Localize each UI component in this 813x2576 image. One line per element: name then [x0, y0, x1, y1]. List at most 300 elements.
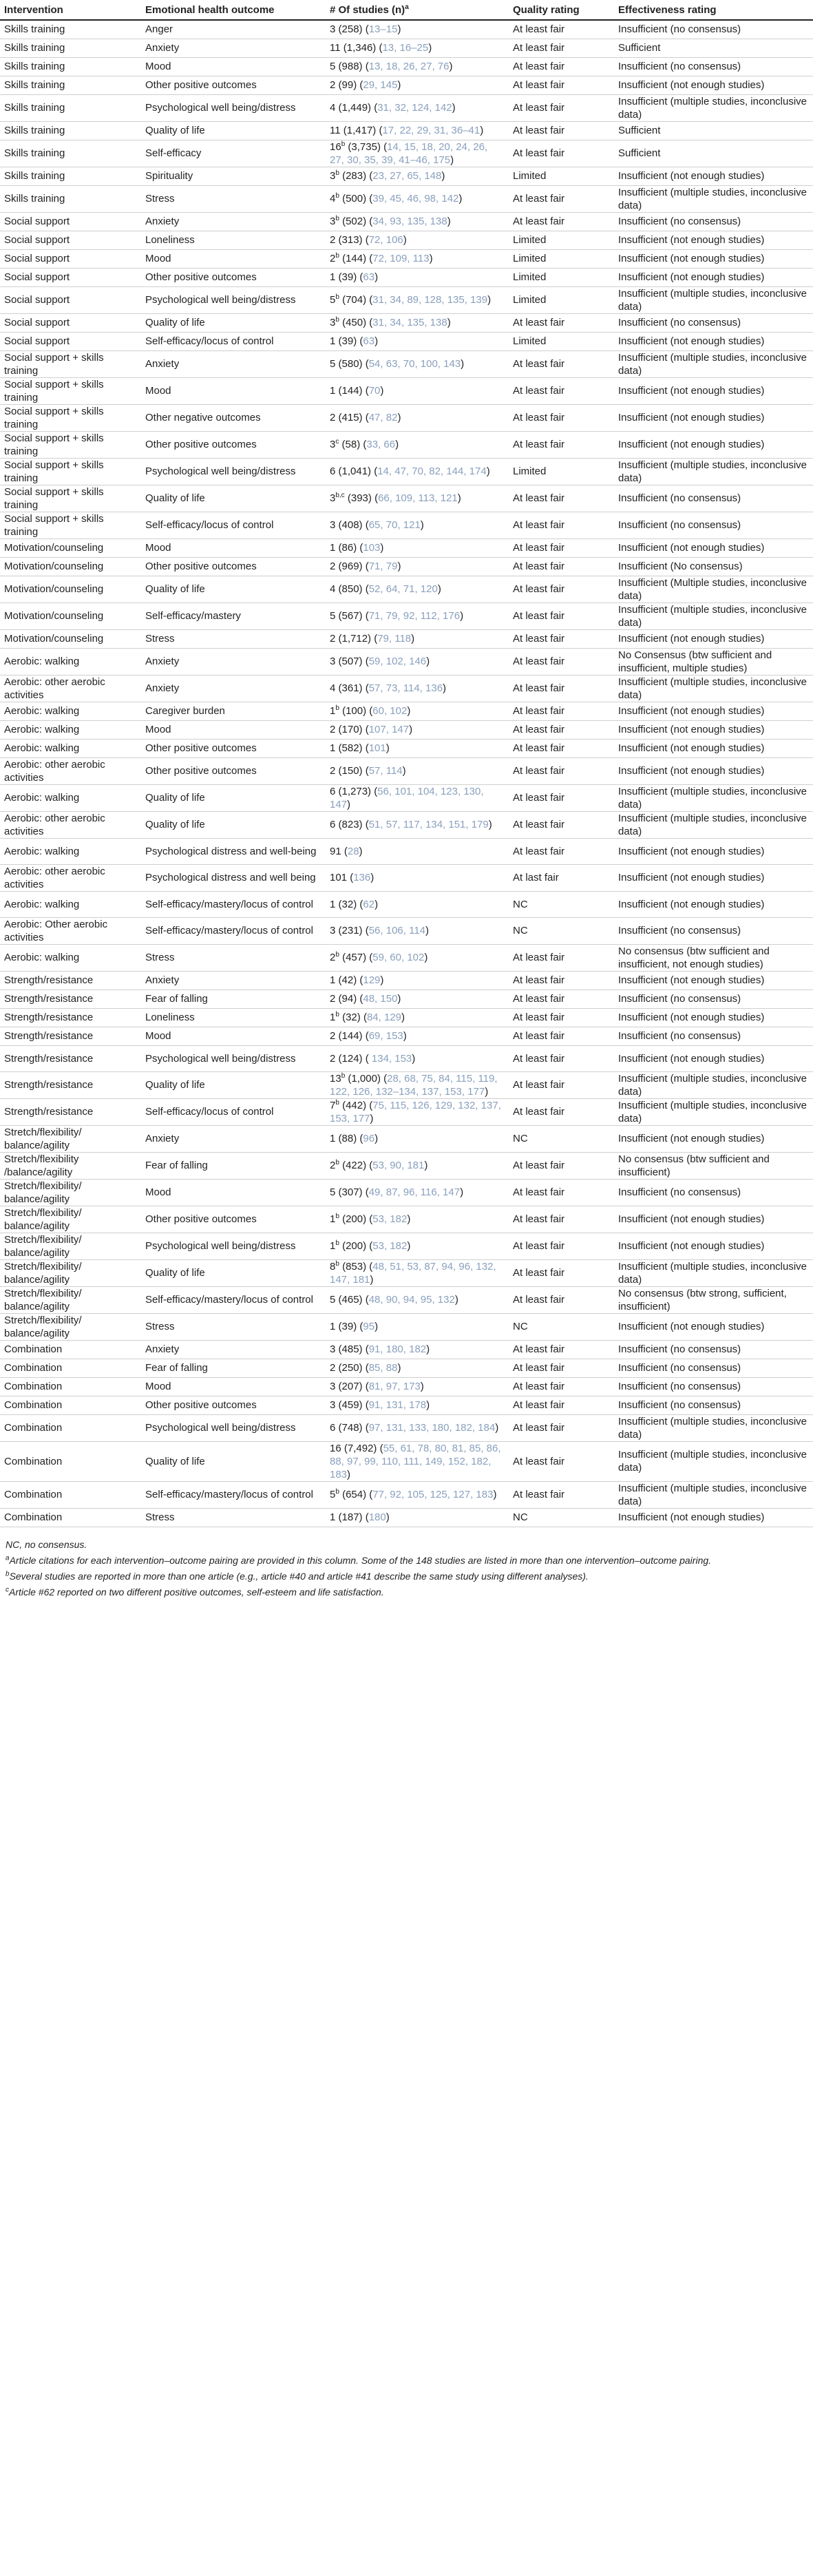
- studies-cell: 6 (748) (97, 131, 133, 180, 182, 184): [326, 1414, 509, 1441]
- quality-cell: At least fair: [509, 1206, 614, 1233]
- study-count: 13: [330, 1072, 341, 1085]
- studies-cell: 1$^b$ (32) (84, 129): [326, 1008, 509, 1027]
- outcome-cell: Self-efficacy/locus of control: [141, 332, 326, 350]
- citation-links[interactable]: 17, 22, 29, 31, 36–41: [382, 125, 481, 136]
- studies-cell: 2 (94) (48, 150): [326, 989, 509, 1008]
- participant-count: (307): [338, 1186, 363, 1198]
- citation-links[interactable]: 62: [363, 898, 375, 910]
- table-row: [0, 1152, 813, 1179]
- table-row: [0, 1396, 813, 1414]
- citation-links[interactable]: 95: [363, 1321, 375, 1332]
- study-count: 1: [330, 1511, 336, 1523]
- intervention-cell: Motivation/counseling: [0, 576, 141, 603]
- citation-links[interactable]: 52, 64, 71, 120: [368, 583, 438, 595]
- study-count: 2: [330, 993, 336, 1005]
- quality-cell: At least fair: [509, 512, 614, 538]
- quality-cell: At least fair: [509, 485, 614, 512]
- citation-links[interactable]: 56, 106, 114: [368, 925, 426, 936]
- intervention-cell: Social support + skills training: [0, 377, 141, 404]
- study-count: 5: [330, 610, 336, 622]
- outcome-cell: Other positive outcomes: [141, 757, 326, 784]
- citation-links[interactable]: 14, 15, 18, 20, 24, 26, 27, 30, 35, 39, 41–46, 175: [330, 140, 488, 166]
- citation-links[interactable]: 84, 129: [366, 1012, 401, 1023]
- effectiveness-cell: Insufficient (multiple studies, inconclusive data): [614, 1414, 813, 1441]
- citation-links[interactable]: 69, 153: [368, 1030, 403, 1042]
- effectiveness-cell: Insufficient (multiple studies, inconclusive data): [614, 458, 813, 485]
- citation-links[interactable]: 180: [368, 1511, 386, 1523]
- citation-links[interactable]: 31, 34, 89, 128, 135, 139: [372, 294, 488, 306]
- study-count: 5: [330, 61, 336, 72]
- quality-cell: At least fair: [509, 1340, 614, 1359]
- study-count: 2: [330, 952, 336, 963]
- citation-links[interactable]: 13–15: [368, 23, 398, 36]
- citation-links[interactable]: 65, 70, 121: [368, 519, 421, 531]
- citation-links[interactable]: 77, 92, 105, 125, 127, 183: [372, 1489, 494, 1500]
- intervention-cell: Strength/resistance: [0, 1098, 141, 1125]
- intervention-cell: Stretch/flexibility/ balance/agility: [0, 1286, 141, 1313]
- citation-links[interactable]: 29, 145: [363, 79, 398, 91]
- studies-cell: 13$^b$ (1,000) (28, 68, 75, 84, 115, 119, 122, 126, 132–134, 137, 153, 177): [326, 1071, 509, 1098]
- study-count: 5: [330, 1294, 336, 1306]
- effectiveness-cell: Insufficient (not enough studies): [614, 864, 813, 891]
- footnote: [6, 1584, 807, 1600]
- studies-cell: 1 (39) (63): [326, 332, 509, 350]
- participant-count: (485): [338, 1343, 363, 1355]
- participant-count: (124): [338, 1052, 363, 1065]
- studies-cell: 1 (86) (103): [326, 538, 509, 557]
- outcome-cell: Mood: [141, 57, 326, 76]
- citation-links[interactable]: 60, 102: [372, 705, 408, 717]
- citation-links[interactable]: 107, 147: [368, 724, 410, 735]
- participant-count: (200): [342, 1213, 367, 1225]
- intervention-cell: Combination: [0, 1340, 141, 1359]
- footnote-mark: b: [6, 1569, 10, 1578]
- study-count: 3: [330, 317, 336, 328]
- studies-cell: 2$^b$ (457) (59, 60, 102): [326, 944, 509, 971]
- citation-links[interactable]: 103: [363, 542, 381, 554]
- intervention-cell: Social support + skills training: [0, 458, 141, 485]
- outcome-cell: Anxiety: [141, 212, 326, 231]
- header-studies-sup: a: [405, 3, 409, 11]
- intervention-cell: Social support + skills training: [0, 350, 141, 377]
- table-row: [0, 1377, 813, 1396]
- citation-links[interactable]: 63: [363, 271, 375, 283]
- studies-cell: 4 (850) (52, 64, 71, 120): [326, 576, 509, 603]
- study-count: 1: [330, 1133, 336, 1144]
- citation-links[interactable]: 136: [353, 872, 371, 883]
- citation-links[interactable]: 28: [347, 845, 359, 857]
- table-row: [0, 57, 813, 76]
- study-count: 3: [330, 656, 336, 667]
- table-row: [0, 1286, 813, 1313]
- study-count: 2: [330, 79, 336, 91]
- table-row: [0, 485, 813, 512]
- intervention-cell: Aerobic: walking: [0, 720, 141, 739]
- effectiveness-cell: Insufficient (multiple studies, inconclusive data): [614, 811, 813, 838]
- study-footnote-mark: b: [335, 252, 339, 260]
- participant-count: (207): [338, 1381, 363, 1392]
- table-row: [0, 720, 813, 739]
- intervention-cell: Strength/resistance: [0, 1045, 141, 1071]
- citation-links[interactable]: 48, 150: [363, 993, 398, 1005]
- study-footnote-mark: b: [335, 169, 339, 177]
- participant-count: (580): [338, 358, 363, 370]
- outcome-cell: Psychological well being/distress: [141, 94, 326, 121]
- outcome-cell: Fear of falling: [141, 989, 326, 1008]
- participant-count: (88): [338, 1133, 357, 1144]
- intervention-cell: Stretch/flexibility/ balance/agility: [0, 1206, 141, 1233]
- outcome-cell: Other positive outcomes: [141, 739, 326, 757]
- participant-count: (313): [338, 234, 363, 246]
- intervention-cell: Aerobic: walking: [0, 784, 141, 811]
- citation-links[interactable]: 56, 101, 104, 123, 130, 147: [330, 785, 484, 810]
- participant-count: (823): [338, 819, 363, 830]
- studies-cell: 16$^b$ (3,735) (14, 15, 18, 20, 24, 26, 27, 30, 35, 39, 41–46, 175): [326, 140, 509, 167]
- effectiveness-cell: Insufficient (not enough studies): [614, 757, 813, 784]
- intervention-cell: Stretch/flexibility /balance/agility: [0, 1152, 141, 1179]
- effectiveness-cell: Sufficient: [614, 140, 813, 167]
- outcome-cell: Self-efficacy: [141, 140, 326, 167]
- participant-count: (86): [338, 542, 357, 554]
- studies-cell: 5$^b$ (654) (77, 92, 105, 125, 127, 183): [326, 1481, 509, 1508]
- outcome-cell: Stress: [141, 185, 326, 212]
- citation-links[interactable]: 33, 66: [366, 439, 396, 450]
- intervention-cell: Combination: [0, 1377, 141, 1396]
- study-footnote-mark: b: [335, 192, 339, 200]
- outcome-cell: Anxiety: [141, 1125, 326, 1152]
- citation-links[interactable]: 72, 109, 113: [372, 253, 430, 264]
- study-count: 3: [330, 519, 336, 531]
- participant-count: (39): [338, 335, 357, 347]
- effectiveness-cell: Insufficient (not enough studies): [614, 404, 813, 431]
- table-row: [0, 20, 813, 39]
- studies-cell: 11 (1,417) (17, 22, 29, 31, 36–41): [326, 121, 509, 140]
- outcome-cell: Quality of life: [141, 1259, 326, 1286]
- study-count: 1: [330, 385, 336, 397]
- citation-links[interactable]: 71, 79: [368, 561, 398, 572]
- intervention-cell: Aerobic: Other aerobic activities: [0, 917, 141, 944]
- participant-count: (969): [338, 561, 363, 572]
- effectiveness-cell: Insufficient (not enough studies): [614, 1206, 813, 1233]
- participant-count: (42): [338, 974, 357, 986]
- citation-links[interactable]: 31, 32, 124, 142: [377, 102, 452, 114]
- effectiveness-cell: Insufficient (no consensus): [614, 1359, 813, 1377]
- citation-links[interactable]: 48, 90, 94, 95, 132: [368, 1294, 455, 1306]
- citation-links[interactable]: 23, 27, 65, 148: [372, 170, 442, 182]
- study-count: 3: [330, 1343, 336, 1355]
- quality-cell: Limited: [509, 249, 614, 268]
- study-count: 3: [330, 439, 336, 450]
- outcome-cell: Anxiety: [141, 971, 326, 989]
- outcome-cell: Self-efficacy/mastery: [141, 603, 326, 629]
- citation-links[interactable]: 14, 47, 70, 82, 144, 174: [377, 465, 487, 477]
- citation-links[interactable]: 53, 182: [372, 1213, 408, 1225]
- table-row: [0, 1414, 813, 1441]
- footnote: [6, 1553, 807, 1569]
- participant-count: (1,000): [348, 1072, 381, 1085]
- table-row: [0, 332, 813, 350]
- study-count: 3: [330, 23, 336, 36]
- citation-links[interactable]: 49, 87, 96, 116, 147: [368, 1186, 461, 1198]
- citation-links[interactable]: 57, 73, 114, 136: [368, 682, 443, 694]
- intervention-cell: Stretch/flexibility/ balance/agility: [0, 1259, 141, 1286]
- citation-links[interactable]: 47, 82: [368, 412, 398, 423]
- citation-links[interactable]: 48, 51, 53, 87, 94, 96, 132, 147, 181: [330, 1260, 496, 1286]
- outcome-cell: Quality of life: [141, 1441, 326, 1481]
- citation-links[interactable]: 39, 45, 46, 98, 142: [372, 193, 459, 205]
- study-count: 2: [330, 1030, 336, 1042]
- citation-links[interactable]: 59, 60, 102: [372, 952, 425, 963]
- quality-cell: At least fair: [509, 121, 614, 140]
- study-count: 3: [330, 492, 336, 504]
- effectiveness-cell: Insufficient (no consensus): [614, 485, 813, 512]
- effectiveness-cell: Insufficient (no consensus): [614, 57, 813, 76]
- effectiveness-cell: Insufficient (not enough studies): [614, 838, 813, 864]
- table-row: [0, 538, 813, 557]
- study-count: 1: [330, 974, 336, 986]
- participant-count: (507): [338, 656, 363, 667]
- citation-links[interactable]: 91, 180, 182: [368, 1343, 427, 1355]
- studies-cell: 6 (1,273) (56, 101, 104, 123, 130, 147): [326, 784, 509, 811]
- citation-links[interactable]: 71, 79, 92, 112, 176: [368, 610, 461, 622]
- citation-links[interactable]: 31, 34, 135, 138: [372, 317, 447, 328]
- intervention-cell: Skills training: [0, 167, 141, 185]
- participant-count: (502): [342, 216, 367, 227]
- study-footnote-mark: b: [335, 704, 339, 712]
- participant-count: (144): [338, 385, 363, 397]
- studies-cell: 2 (124) ( 134, 153): [326, 1045, 509, 1071]
- study-count: 3: [330, 216, 336, 227]
- study-count: 2: [330, 253, 336, 264]
- table-row: [0, 76, 813, 94]
- participant-count: (200): [342, 1240, 367, 1252]
- intervention-cell: Aerobic: walking: [0, 739, 141, 757]
- effectiveness-cell: Insufficient (multiple studies, inconclusive data): [614, 1071, 813, 1098]
- study-count: 4: [330, 583, 336, 595]
- outcome-cell: Anxiety: [141, 39, 326, 57]
- table-row: [0, 1179, 813, 1206]
- study-footnote-mark: b: [335, 1213, 339, 1220]
- citation-links[interactable]: 54, 63, 70, 100, 143: [368, 358, 461, 370]
- study-count: 3: [330, 170, 336, 182]
- study-count: 6: [330, 819, 336, 830]
- studies-cell: 3 (485) (91, 180, 182): [326, 1340, 509, 1359]
- studies-cell: 4$^b$ (500) (39, 45, 46, 98, 142): [326, 185, 509, 212]
- quality-cell: At least fair: [509, 212, 614, 231]
- outcome-cell: Fear of falling: [141, 1152, 326, 1179]
- quality-cell: At last fair: [509, 864, 614, 891]
- quality-cell: Limited: [509, 231, 614, 249]
- citation-links[interactable]: 75, 115, 126, 129, 132, 137, 153, 177: [330, 1099, 501, 1124]
- intervention-cell: Combination: [0, 1396, 141, 1414]
- table-row: [0, 1441, 813, 1481]
- citation-links[interactable]: 91, 131, 178: [368, 1399, 427, 1411]
- studies-cell: 6 (823) (51, 57, 117, 134, 151, 179): [326, 811, 509, 838]
- outcome-cell: Other positive outcomes: [141, 268, 326, 286]
- effectiveness-cell: Insufficient (multiple studies, inconclusive data): [614, 1441, 813, 1481]
- quality-cell: At least fair: [509, 675, 614, 702]
- effectiveness-cell: Insufficient (multiple studies, inconclusive data): [614, 94, 813, 121]
- effectiveness-cell: Insufficient (not enough studies): [614, 167, 813, 185]
- citation-links[interactable]: 72, 106: [368, 234, 403, 246]
- table-row: [0, 838, 813, 864]
- studies-cell: 5$^b$ (704) (31, 34, 89, 128, 135, 139): [326, 286, 509, 313]
- studies-cell: 2 (313) (72, 106): [326, 231, 509, 249]
- table-row: [0, 1313, 813, 1340]
- citation-links[interactable]: 57, 114: [368, 765, 403, 777]
- study-count: 11: [330, 42, 341, 54]
- quality-cell: At least fair: [509, 757, 614, 784]
- participant-count: (1,273): [338, 785, 372, 797]
- citation-links[interactable]: 28, 68, 75, 84, 115, 119, 122, 126, 132–134, 137, 153, 177: [330, 1072, 498, 1098]
- quality-cell: NC: [509, 1313, 614, 1340]
- quality-cell: At least fair: [509, 557, 614, 576]
- intervention-cell: Social support + skills training: [0, 404, 141, 431]
- quality-cell: At least fair: [509, 1377, 614, 1396]
- citation-links[interactable]: 79, 118: [377, 633, 412, 645]
- effectiveness-cell: Insufficient (no consensus): [614, 989, 813, 1008]
- footnote-mark: a: [6, 1553, 10, 1562]
- citation-links[interactable]: 97, 131, 133, 180, 182, 184: [368, 1422, 496, 1434]
- table-row: [0, 675, 813, 702]
- citation-links[interactable]: 51, 57, 117, 134, 151, 179: [368, 819, 489, 830]
- citation-links[interactable]: 34, 93, 135, 138: [372, 216, 447, 227]
- table-row: [0, 1359, 813, 1377]
- outcome-cell: Anger: [141, 20, 326, 39]
- citation-links[interactable]: 55, 61, 78, 80, 81, 85, 86, 88, 97, 99, 110, 111, 149, 152, 182, 183: [330, 1442, 501, 1480]
- citation-links[interactable]: 13, 18, 26, 27, 76: [368, 61, 450, 72]
- citation-links[interactable]: 70: [368, 385, 381, 397]
- participant-count: (1,712): [338, 633, 372, 645]
- quality-cell: At least fair: [509, 1286, 614, 1313]
- citation-links[interactable]: 85, 88: [368, 1362, 398, 1374]
- effectiveness-cell: Insufficient (no consensus): [614, 1340, 813, 1359]
- studies-cell: 2 (144) (69, 153): [326, 1027, 509, 1045]
- intervention-cell: Social support + skills training: [0, 485, 141, 512]
- study-count: 6: [330, 785, 336, 797]
- footnote: [6, 1569, 807, 1584]
- outcome-cell: Anxiety: [141, 350, 326, 377]
- quality-cell: At least fair: [509, 1098, 614, 1125]
- header-row: [0, 0, 813, 20]
- outcome-cell: Anxiety: [141, 675, 326, 702]
- intervention-cell: Combination: [0, 1508, 141, 1527]
- citation-links[interactable]: 13, 16–25: [382, 42, 429, 54]
- quality-cell: At least fair: [509, 185, 614, 212]
- citation-links[interactable]: 81, 97, 173: [368, 1381, 421, 1392]
- quality-cell: At least fair: [509, 140, 614, 167]
- citation-links[interactable]: 63: [363, 335, 375, 347]
- table-row: [0, 1508, 813, 1527]
- quality-cell: At least fair: [509, 1027, 614, 1045]
- table-row: [0, 648, 813, 675]
- citation-links[interactable]: 53, 90, 181: [372, 1160, 425, 1171]
- table-row: [0, 1071, 813, 1098]
- effectiveness-cell: Insufficient (no consensus): [614, 1027, 813, 1045]
- study-count: 2: [330, 1052, 336, 1065]
- outcome-cell: Quality of life: [141, 121, 326, 140]
- study-count: 4: [330, 682, 336, 694]
- quality-cell: At least fair: [509, 944, 614, 971]
- header-outcome: Emotional health outcome: [141, 0, 326, 20]
- intervention-cell: Aerobic: other aerobic activities: [0, 675, 141, 702]
- outcome-cell: Self-efficacy/mastery/locus of control: [141, 1481, 326, 1508]
- citation-links[interactable]: 96: [363, 1133, 375, 1144]
- quality-cell: At least fair: [509, 838, 614, 864]
- participant-count: (567): [338, 610, 363, 622]
- intervention-cell: Skills training: [0, 140, 141, 167]
- table-row: [0, 431, 813, 458]
- table-row: [0, 603, 813, 629]
- study-count: 3: [330, 925, 336, 936]
- table-row: [0, 864, 813, 891]
- participant-count: (465): [338, 1294, 363, 1306]
- table-row: [0, 757, 813, 784]
- footnote-text: Article citations for each intervention–outcome pairing are provided in this column. Some of the 148 studies are listed in more than one intervention–outcome pairing.: [9, 1554, 712, 1566]
- quality-cell: NC: [509, 1125, 614, 1152]
- intervention-cell: Social support: [0, 313, 141, 332]
- intervention-cell: Stretch/flexibility/ balance/agility: [0, 1125, 141, 1152]
- effectiveness-cell: Insufficient (not enough studies): [614, 1045, 813, 1071]
- effectiveness-cell: Insufficient (multiple studies, inconclusive data): [614, 1481, 813, 1508]
- study-count: 3: [330, 1399, 336, 1411]
- outcome-cell: Psychological distress and well being: [141, 864, 326, 891]
- study-footnote-mark: b,c: [335, 492, 345, 499]
- participant-count: (231): [338, 925, 363, 936]
- studies-cell: 11 (1,346) (13, 16–25): [326, 39, 509, 57]
- outcome-cell: Quality of life: [141, 485, 326, 512]
- table-row: [0, 512, 813, 538]
- intervention-cell: Motivation/counseling: [0, 538, 141, 557]
- studies-cell: 1 (187) (180): [326, 1508, 509, 1527]
- intervention-cell: Strength/resistance: [0, 1027, 141, 1045]
- studies-cell: 2 (415) (47, 82): [326, 404, 509, 431]
- outcome-cell: Self-efficacy/mastery/locus of control: [141, 891, 326, 917]
- study-footnote-mark: b: [335, 215, 339, 222]
- effectiveness-cell: No consensus (btw strong, sufficient, insufficient): [614, 1286, 813, 1313]
- table-row: [0, 268, 813, 286]
- quality-cell: At least fair: [509, 39, 614, 57]
- citation-links[interactable]: 66, 109, 113, 121: [378, 492, 458, 504]
- studies-cell: 3$^b$ (450) (31, 34, 135, 138): [326, 313, 509, 332]
- table-row: [0, 944, 813, 971]
- participant-count: (39): [338, 1321, 357, 1332]
- quality-cell: At least fair: [509, 1359, 614, 1377]
- study-count: 6: [330, 465, 336, 477]
- outcome-cell: Psychological well being/distress: [141, 286, 326, 313]
- studies-cell: 4 (361) (57, 73, 114, 136): [326, 675, 509, 702]
- citation-links[interactable]: 134, 153: [368, 1052, 412, 1065]
- citation-links[interactable]: 53, 182: [372, 1240, 408, 1252]
- studies-cell: 1 (88) (96): [326, 1125, 509, 1152]
- intervention-cell: Combination: [0, 1481, 141, 1508]
- studies-cell: 5 (567) (71, 79, 92, 112, 176): [326, 603, 509, 629]
- effectiveness-cell: Insufficient (multiple studies, inconclusive data): [614, 286, 813, 313]
- study-count: 1: [330, 1012, 336, 1023]
- citation-links[interactable]: 59, 102, 146: [368, 656, 427, 667]
- study-footnote-mark: b: [335, 1159, 339, 1166]
- table-row: [0, 739, 813, 757]
- participant-count: (94): [338, 993, 357, 1005]
- citation-links[interactable]: 101: [368, 742, 386, 754]
- study-count: 1: [330, 1213, 336, 1225]
- studies-cell: 1$^b$ (100) (60, 102): [326, 702, 509, 720]
- quality-cell: At least fair: [509, 350, 614, 377]
- study-footnote-mark: b: [341, 1071, 346, 1080]
- participant-count: (99): [338, 79, 357, 91]
- participant-count: (144): [338, 1030, 363, 1042]
- citation-links[interactable]: 129: [363, 974, 381, 986]
